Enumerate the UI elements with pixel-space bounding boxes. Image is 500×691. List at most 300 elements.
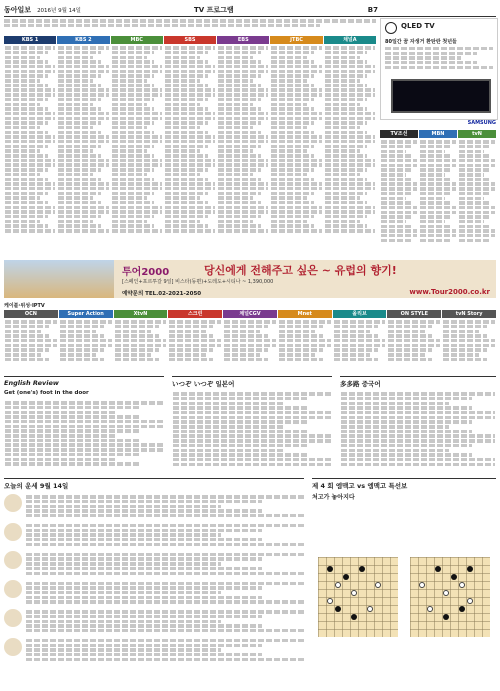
text-line: [165, 159, 215, 162]
text-line: [218, 201, 261, 204]
text-line: [173, 416, 331, 419]
text-line: [218, 126, 253, 129]
text-line: [271, 121, 314, 124]
text-line: [381, 159, 417, 162]
text-line: [218, 187, 268, 190]
channel-header: XtvN: [114, 310, 168, 318]
text-line: [325, 107, 368, 110]
text-line: [325, 46, 375, 49]
text-line: [218, 168, 261, 171]
text-line: [325, 131, 368, 134]
text-line: [112, 88, 162, 91]
fortune-text: [26, 523, 304, 548]
text-line: [5, 439, 139, 442]
channel-header: MBC: [111, 36, 163, 44]
white-stone: [427, 606, 433, 612]
text-line: [112, 70, 162, 73]
text-line: [58, 168, 101, 171]
text-line: [459, 201, 490, 204]
text-line: [26, 620, 221, 623]
text-line: [325, 84, 368, 87]
text-line: [5, 320, 57, 323]
text-line: [165, 93, 215, 96]
masthead: [4, 4, 496, 17]
channel-header: KBS 1: [4, 36, 56, 44]
text-line: [58, 51, 101, 54]
text-line: [218, 107, 261, 110]
fortune-row: [4, 609, 304, 634]
text-line: [5, 334, 49, 337]
text-line: [60, 344, 112, 347]
text-line: [271, 135, 321, 138]
text-line: [218, 182, 268, 185]
text-line: [341, 420, 472, 423]
text-line: [165, 112, 215, 115]
text-line: [58, 201, 101, 204]
text-line: [5, 98, 48, 101]
text-line: [5, 215, 48, 218]
text-line: [165, 131, 208, 134]
text-line: [112, 159, 162, 162]
text-line: [218, 88, 268, 91]
date: 2016년 9월 14일: [37, 8, 81, 14]
text-line: [325, 56, 360, 59]
fortune-row: [4, 638, 304, 663]
text-line: [459, 197, 484, 200]
fortune-row: [4, 523, 304, 548]
text-line: [5, 448, 163, 451]
text-line: [5, 93, 55, 96]
listing-lines: [114, 318, 168, 363]
text-line: [58, 178, 101, 181]
text-line: [420, 178, 451, 181]
channel-header: MBN: [419, 130, 457, 138]
section-title: TV 프로그램: [194, 6, 234, 14]
listing-lines: [324, 44, 376, 235]
text-line: [341, 416, 495, 419]
text-line: [325, 51, 368, 54]
text-line: [334, 339, 386, 342]
white-stone: [419, 582, 425, 588]
text-line: [341, 458, 495, 461]
text-line: [173, 449, 284, 452]
text-line: [381, 234, 417, 237]
text-line: [112, 117, 162, 120]
text-line: [26, 586, 262, 589]
text-line: [4, 24, 320, 27]
text-line: [271, 126, 306, 129]
text-line: [218, 135, 268, 138]
text-line: [334, 358, 378, 361]
black-stone: [343, 574, 349, 580]
chinese-body: [340, 390, 496, 468]
text-line: [459, 206, 495, 209]
text-line: [5, 103, 40, 106]
text-line: [420, 220, 445, 223]
text-line: [218, 163, 268, 166]
text-line: [459, 239, 490, 242]
text-line: [58, 149, 93, 152]
text-line: [341, 425, 449, 428]
text-line: [5, 56, 40, 59]
text-line: [112, 182, 162, 185]
text-line: [115, 353, 151, 356]
text-line: [169, 330, 205, 333]
text-line: [459, 192, 490, 195]
text-line: [325, 117, 375, 120]
text-line: [271, 182, 321, 185]
text-line: [420, 159, 456, 162]
text-line: [381, 140, 417, 143]
text-line: [341, 402, 449, 405]
text-line: [325, 74, 368, 77]
listing-lines: [168, 318, 222, 363]
zodiac-icon: [4, 494, 22, 512]
text-line: [218, 46, 268, 49]
text-line: [420, 206, 456, 209]
fortune-text: [26, 580, 304, 605]
text-line: [165, 107, 208, 110]
paper-logo: 동아일보: [4, 5, 32, 14]
listing-lines: [164, 44, 216, 235]
text-line: [325, 60, 368, 63]
text-line: [165, 163, 215, 166]
text-line: [165, 168, 208, 171]
text-line: [325, 224, 368, 227]
text-line: [381, 178, 412, 181]
text-line: [420, 187, 456, 190]
text-line: [271, 74, 314, 77]
listing-lines: [419, 138, 457, 244]
text-line: [271, 98, 314, 101]
text-line: [381, 154, 412, 157]
text-line: [325, 201, 368, 204]
white-stone: [443, 590, 449, 596]
text-line: [112, 60, 155, 63]
text-line: [459, 187, 495, 190]
text-line: [325, 126, 360, 129]
text-line: [165, 46, 215, 49]
text-line: [271, 103, 306, 106]
text-line: [165, 145, 208, 148]
text-line: [112, 187, 162, 190]
text-line: [58, 88, 108, 91]
text-line: [420, 192, 451, 195]
text-line: [420, 150, 445, 153]
text-line: [271, 140, 321, 143]
text-line: [218, 65, 268, 68]
text-line: [218, 215, 261, 218]
text-line: [385, 66, 493, 69]
text-line: [443, 344, 495, 347]
text-line: [420, 211, 456, 214]
fortune-rows: [4, 494, 304, 662]
text-line: [218, 51, 261, 54]
channel-column: [217, 36, 269, 258]
white-stone: [351, 590, 357, 596]
zodiac-icon: [4, 609, 22, 627]
text-line: [388, 358, 432, 361]
text-line: [4, 19, 376, 22]
ad-body-text: [385, 47, 493, 69]
text-line: [115, 348, 159, 351]
text-line: [459, 211, 495, 214]
ad-maker: SAMSUNG: [467, 120, 496, 126]
white-stone: [467, 598, 473, 604]
text-line: [169, 339, 221, 342]
text-line: [325, 178, 368, 181]
schedule-notes: [4, 18, 376, 34]
text-line: [115, 334, 159, 337]
text-line: [165, 88, 215, 91]
text-line: [5, 353, 41, 356]
text-line: [26, 514, 304, 517]
text-line: [26, 567, 262, 570]
cable-section-title: 케이블·위성·IPTV: [4, 303, 45, 309]
text-line: [218, 206, 268, 209]
text-line: [5, 126, 40, 129]
page-number: B7: [367, 6, 378, 14]
text-line: [325, 215, 368, 218]
text-line: [5, 187, 55, 190]
text-line: [112, 56, 147, 59]
black-stone: [467, 566, 473, 572]
text-line: [224, 334, 268, 337]
text-line: [5, 229, 55, 232]
text-line: [58, 145, 101, 148]
text-line: [60, 325, 104, 328]
text-line: [325, 187, 375, 190]
text-line: [271, 46, 321, 49]
text-line: [5, 79, 40, 82]
text-line: [218, 103, 253, 106]
text-line: [173, 402, 284, 405]
text-line: [459, 173, 484, 176]
text-line: [5, 154, 48, 157]
text-line: [112, 103, 147, 106]
listing-lines: [387, 318, 441, 363]
text-line: [420, 154, 451, 157]
channel-column: [270, 36, 322, 258]
fortune-row: [4, 494, 304, 519]
text-line: [341, 439, 495, 442]
text-line: [165, 229, 215, 232]
text-line: [112, 112, 162, 115]
text-line: [443, 325, 487, 328]
text-line: [325, 149, 360, 152]
text-line: [385, 61, 477, 64]
text-line: [325, 112, 375, 115]
text-line: [112, 135, 162, 138]
text-line: [459, 215, 490, 218]
text-line: [5, 458, 116, 461]
text-line: [325, 229, 375, 232]
text-line: [325, 163, 375, 166]
channel-header: OCN: [4, 310, 58, 318]
text-line: [5, 117, 55, 120]
text-line: [271, 60, 314, 63]
text-line: [115, 344, 167, 347]
channel-column: [114, 310, 168, 370]
text-line: [218, 112, 268, 115]
text-line: [271, 84, 314, 87]
text-line: [224, 344, 276, 347]
text-line: [224, 353, 260, 356]
channel-header: EBS: [217, 36, 269, 44]
channel-column: [324, 36, 376, 258]
text-line: [5, 196, 40, 199]
text-line: [381, 197, 406, 200]
text-line: [173, 425, 284, 428]
text-line: [271, 206, 321, 209]
text-line: [26, 624, 262, 627]
text-line: [420, 182, 456, 185]
black-stone: [351, 614, 357, 620]
black-stone: [451, 574, 457, 580]
text-line: [271, 88, 321, 91]
text-line: [271, 201, 314, 204]
text-line: [58, 126, 93, 129]
text-line: [218, 178, 261, 181]
text-line: [60, 339, 112, 342]
text-line: [341, 463, 495, 466]
text-line: [279, 358, 323, 361]
text-line: [112, 168, 155, 171]
text-line: [218, 70, 268, 73]
text-line: [325, 173, 360, 176]
text-line: [271, 210, 321, 213]
fortune-text: [26, 494, 304, 519]
text-line: [112, 126, 147, 129]
zodiac-icon: [4, 551, 22, 569]
text-line: [26, 529, 262, 532]
text-line: [5, 401, 163, 404]
text-line: [5, 65, 55, 68]
text-line: [165, 224, 208, 227]
text-line: [341, 430, 472, 433]
channel-column: [4, 310, 58, 370]
text-line: [165, 74, 208, 77]
text-line: [165, 79, 200, 82]
channel-column: [278, 310, 332, 370]
text-line: [5, 453, 139, 456]
text-line: [173, 397, 307, 400]
text-line: [388, 348, 432, 351]
text-line: [26, 572, 304, 575]
chinese-title: 多多路 중국어: [340, 380, 381, 388]
text-line: [420, 164, 456, 167]
text-line: [165, 149, 200, 152]
text-line: [218, 145, 261, 148]
ad-slogan: 당신에게 전해주고 싶은 ~ 유럽의 향기!: [204, 264, 397, 277]
text-line: [165, 84, 208, 87]
text-line: [5, 358, 49, 361]
text-line: [341, 449, 449, 452]
text-line: [26, 582, 304, 585]
text-line: [58, 112, 108, 115]
listing-lines: [59, 318, 113, 363]
text-line: [26, 538, 262, 541]
text-line: [218, 84, 261, 87]
channel-header: SBS: [164, 36, 216, 44]
text-line: [224, 320, 276, 323]
text-line: [173, 430, 307, 433]
text-line: [165, 135, 215, 138]
text-line: [218, 56, 253, 59]
text-line: [112, 65, 162, 68]
fortune-row: [4, 551, 304, 576]
text-line: [112, 131, 155, 134]
text-line: [459, 234, 495, 237]
text-line: [5, 112, 55, 115]
tv-schedule-grid: [4, 36, 376, 258]
ad-circle-icon: [385, 22, 397, 34]
text-line: [279, 320, 331, 323]
text-line: [58, 60, 101, 63]
text-line: [26, 648, 221, 651]
text-line: [5, 406, 139, 409]
text-line: [5, 425, 163, 428]
white-stone: [327, 598, 333, 604]
text-line: [459, 178, 490, 181]
text-line: [5, 121, 48, 124]
text-line: [420, 201, 451, 204]
listing-lines: [333, 318, 387, 363]
text-line: [165, 210, 215, 213]
go-board-left: [318, 557, 398, 637]
text-line: [165, 117, 215, 120]
text-line: [388, 320, 440, 323]
text-line: [325, 103, 360, 106]
text-line: [325, 154, 368, 157]
text-line: [169, 344, 221, 347]
text-line: [112, 210, 162, 213]
channel-column: [419, 130, 457, 258]
channel-column: [168, 310, 222, 370]
text-line: [112, 220, 147, 223]
english-body: [4, 399, 164, 468]
text-line: [112, 145, 155, 148]
channel-header: 올리브: [333, 310, 387, 318]
text-line: [58, 224, 101, 227]
black-stone: [359, 566, 365, 572]
text-line: [279, 344, 331, 347]
text-line: [271, 220, 306, 223]
text-line: [58, 206, 108, 209]
text-line: [459, 159, 495, 162]
text-line: [420, 173, 445, 176]
text-line: [218, 121, 261, 124]
zodiac-icon: [4, 638, 22, 656]
text-line: [325, 145, 368, 148]
text-line: [381, 145, 412, 148]
text-line: [58, 220, 93, 223]
text-line: [26, 562, 221, 565]
text-line: [112, 224, 155, 227]
white-stone: [375, 582, 381, 588]
listing-lines: [4, 44, 56, 235]
listing-lines: [380, 138, 418, 244]
text-line: [5, 434, 116, 437]
city-photo: [4, 260, 114, 298]
text-line: [173, 420, 307, 423]
text-line: [325, 65, 375, 68]
text-line: [5, 206, 55, 209]
text-line: [459, 225, 490, 228]
text-line: [381, 150, 406, 153]
text-line: [112, 229, 162, 232]
text-line: [271, 154, 314, 157]
